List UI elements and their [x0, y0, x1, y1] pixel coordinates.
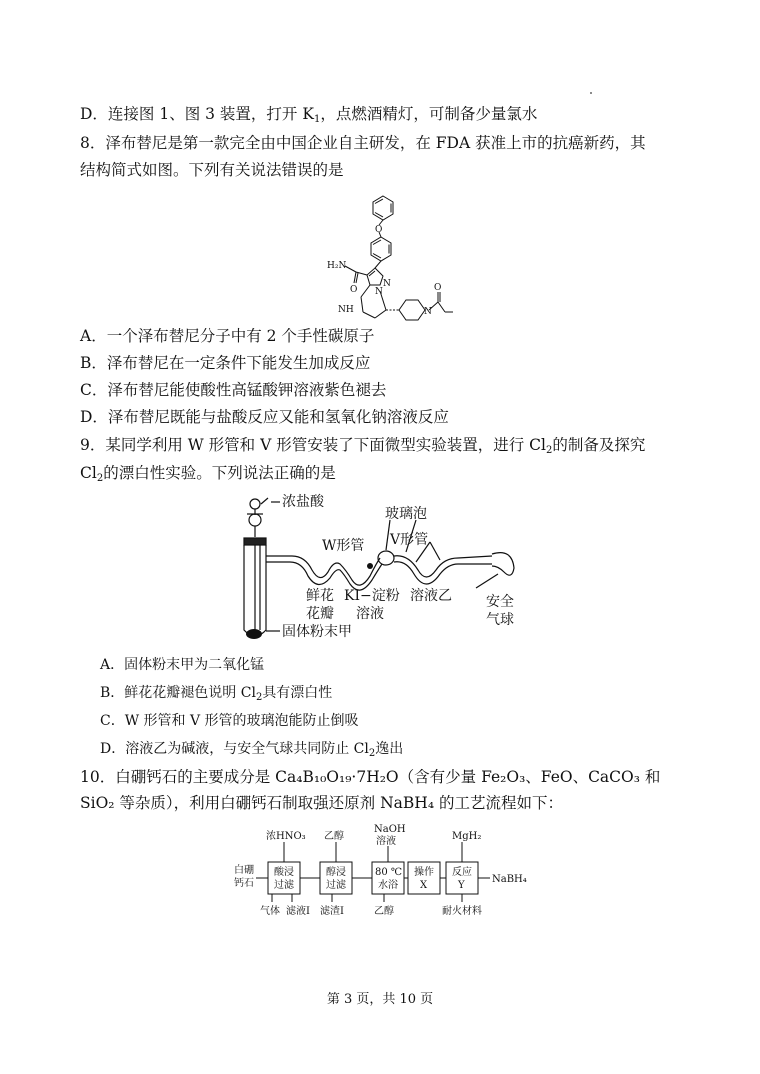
label-ki-starch-1: KI−淀粉 — [344, 588, 400, 604]
label-powder: 固体粉末甲 — [282, 624, 352, 640]
mol-label-n2: N — [375, 287, 383, 297]
label-solution-b: 溶液乙 — [410, 588, 452, 604]
q8-option-c: C．泽布替尼能使酸性高锰酸钾溶液紫色褪去 — [80, 381, 387, 399]
flow-box5-a: 反应 — [452, 867, 472, 878]
q9-option-b: B．鲜花花瓣褪色说明 $Cl_2$具有漂白性 — [100, 685, 333, 703]
flow-input-ethanol: 乙醇 — [324, 831, 344, 842]
mol-label-n1: N — [383, 279, 391, 289]
mol-label-nh: NH — [338, 305, 354, 315]
flow-box5-b: Y — [458, 880, 465, 891]
label-glass-bulb: 玻璃泡 — [385, 506, 427, 522]
label-balloon-1: 安全 — [486, 594, 514, 610]
mol-label-o3: O — [434, 283, 442, 293]
mol-label-n3: N — [424, 307, 432, 317]
flow-out-refractory: 耐火材料 — [442, 906, 482, 917]
q9-stem-line2: $Cl_2$的漂白性实验。下列说法正确的是 — [80, 464, 336, 484]
mol-label-nh2: H₂N — [327, 261, 347, 271]
q10-stem-line2: SiO₂ 等杂质），利用白硼钙石制取强还原剂 NaBH₄ 的工艺流程如下： — [80, 794, 563, 812]
q9-option-c: C．W 形管和 V 形管的玻璃泡能防止倒吸 — [100, 713, 359, 729]
flow-out-filtrate: 滤液Ⅰ — [286, 906, 310, 917]
q7-option-d: D．连接图 1、图 3 装置，打开 $K_1$，点燃酒精灯，可制备少量氯水 — [80, 105, 538, 125]
q9-option-a: A．固体粉末甲为二氧化锰 — [100, 657, 265, 673]
flow-input-mgh2: MgH₂ — [452, 831, 482, 842]
label-v-tube: V形管 — [390, 532, 429, 548]
flow-raw-1: 白硼 — [234, 865, 254, 876]
flow-out-ethanol: 乙醇 — [374, 906, 394, 917]
flow-raw-2: 钙石 — [234, 878, 254, 889]
q8-option-d: D．泽布替尼既能与盐酸反应又能和氢氧化钠溶液反应 — [80, 408, 449, 426]
q8-option-a: A．一个泽布替尼分子中有 2 个手性碳原子 — [80, 327, 375, 345]
label-petal-2: 花瓣 — [306, 606, 334, 622]
mol-label-o: O — [375, 225, 383, 235]
q8-stem-line1: 8．泽布替尼是第一款完全由中国企业自主研发，在 FDA 获准上市的抗癌新药，其 — [80, 134, 646, 152]
flow-box2-b: 过滤 — [326, 880, 346, 891]
flow-input-naoh: NaOH — [374, 824, 406, 835]
label-ki-starch-2: 溶液 — [356, 606, 384, 622]
q8-option-b: B．泽布替尼在一定条件下能发生加成反应 — [80, 354, 371, 372]
flow-box2-a: 醇浸 — [326, 867, 346, 878]
label-balloon-2: 气球 — [486, 612, 514, 628]
mol-label-o2: O — [350, 285, 358, 295]
flow-box3-b: 水浴 — [378, 880, 398, 891]
page-footer: 第 3 页，共 10 页 — [326, 992, 434, 1007]
flow-out-residue: 滤渣Ⅰ — [320, 906, 344, 917]
q9-option-d: D．溶液乙为碱液，与安全气球共同防止 $Cl_2$逸出 — [100, 741, 404, 759]
flow-box1-a: 酸浸 — [274, 867, 294, 878]
q10-stem-line1: 10．白硼钙石的主要成分是 Ca₄B₁₀O₁₉·7H₂O（含有少量 Fe₂O₃、FeO、CaCO₃ 和 — [80, 768, 661, 786]
apparatus-diagram — [230, 492, 530, 647]
q8-stem-line2: 结构简式如图。下列有关说法错误的是 — [80, 161, 344, 179]
flow-box3-a: 80 ℃ — [375, 867, 403, 878]
label-w-tube: W形管 — [322, 538, 365, 554]
flow-box1-b: 过滤 — [274, 880, 294, 891]
q9-stem-line1: 9．某同学利用 W 形管和 V 形管安装了下面微型实验装置，进行 $Cl_2$的制备及探究 — [80, 436, 646, 456]
zanubrutinib-structure — [305, 188, 455, 328]
flow-box4-a: 操作 — [414, 867, 434, 878]
flow-input-solution: 溶液 — [376, 836, 396, 847]
flow-out-gas: 气体 — [260, 906, 280, 917]
label-petal-1: 鲜花 — [306, 588, 334, 604]
flow-input-hno3: 浓HNO₃ — [266, 831, 306, 842]
flow-box4-b: X — [420, 880, 428, 891]
scan-speck — [590, 92, 592, 94]
process-flowchart — [228, 822, 538, 920]
flow-product: NaBH₄ — [492, 874, 527, 885]
label-conc-hcl: 浓盐酸 — [282, 494, 324, 510]
